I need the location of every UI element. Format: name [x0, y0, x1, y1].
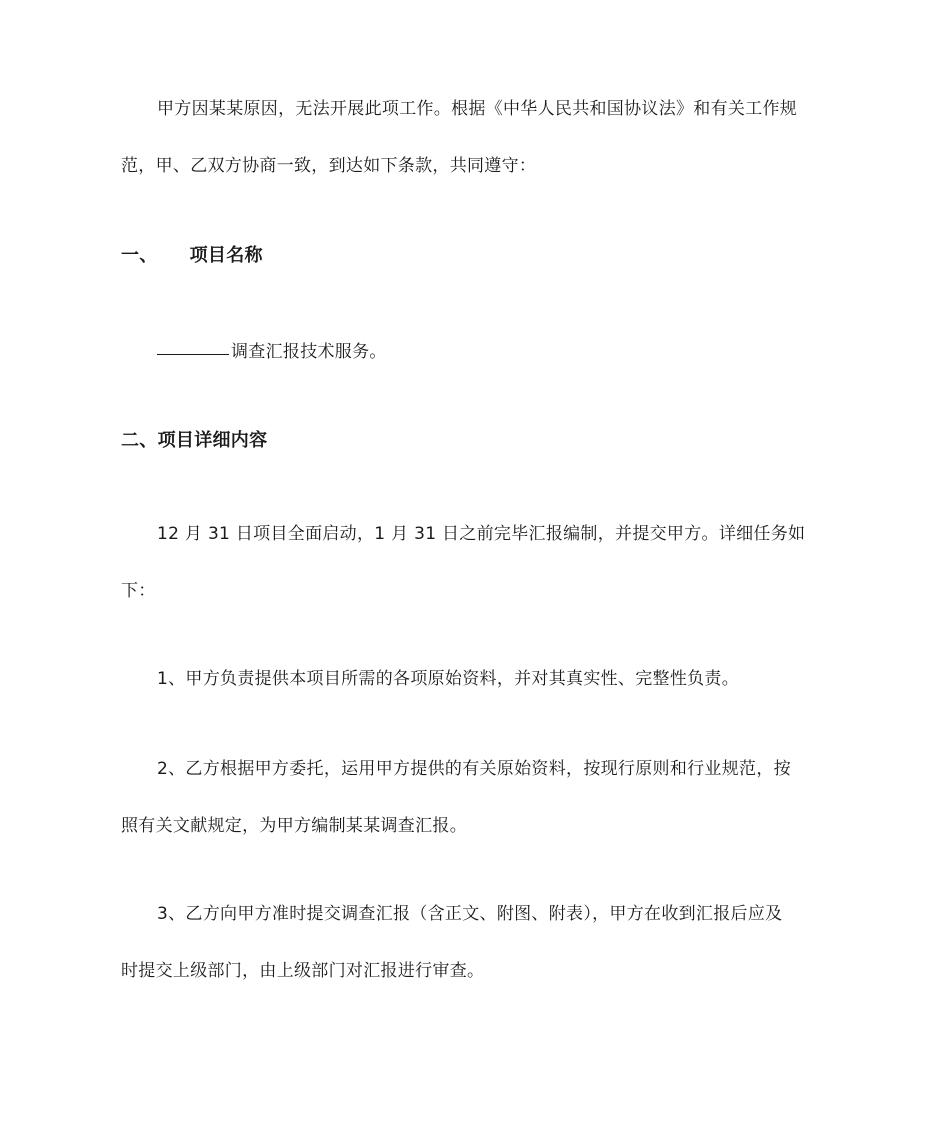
section-2-item-3-line-1: 3、乙方向甲方准时提交调查汇报（含正文、附图、附表），甲方在收到汇报后应及 [157, 904, 783, 924]
section-2-para-1-line-2: 下： [121, 581, 156, 601]
section-2-item-3-line-2: 时提交上级部门，由上级部门对汇报进行审查。 [121, 961, 485, 981]
section-1-content [157, 340, 387, 364]
section-1-title: 项目名称 [189, 245, 263, 266]
intro-line-2: 范，甲、乙双方协商一致，到达如下条款，共同遵守： [121, 156, 537, 176]
section-1-heading [121, 244, 263, 268]
section-2-heading: 二、项目详细内容 [121, 430, 268, 451]
section-2-item-2-line-2: 照有关文献规定，为甲方编制某某调查汇报。 [121, 816, 467, 836]
fill-in-blank [157, 353, 229, 355]
section-1-content-text: 调查汇报技术服务。 [231, 342, 387, 362]
section-2-item-1: 1、甲方负责提供本项目所需的各项原始资料，并对其真实性、完整性负责。 [157, 669, 740, 689]
intro-line-1: 甲方因某某原因，无法开展此项工作。根据《中华人民共和国协议法》和有关工作规 [157, 99, 798, 119]
section-1-number: 一、 [121, 245, 158, 266]
section-2-para-1-line-1: 12 月 31 日项目全面启动，1 月 31 日之前完毕汇报编制，并提交甲方。详细任务如 [157, 524, 806, 544]
section-2-item-2-line-1: 2、乙方根据甲方委托，运用甲方提供的有关原始资料，按现行原则和行业规范，按 [157, 759, 791, 779]
